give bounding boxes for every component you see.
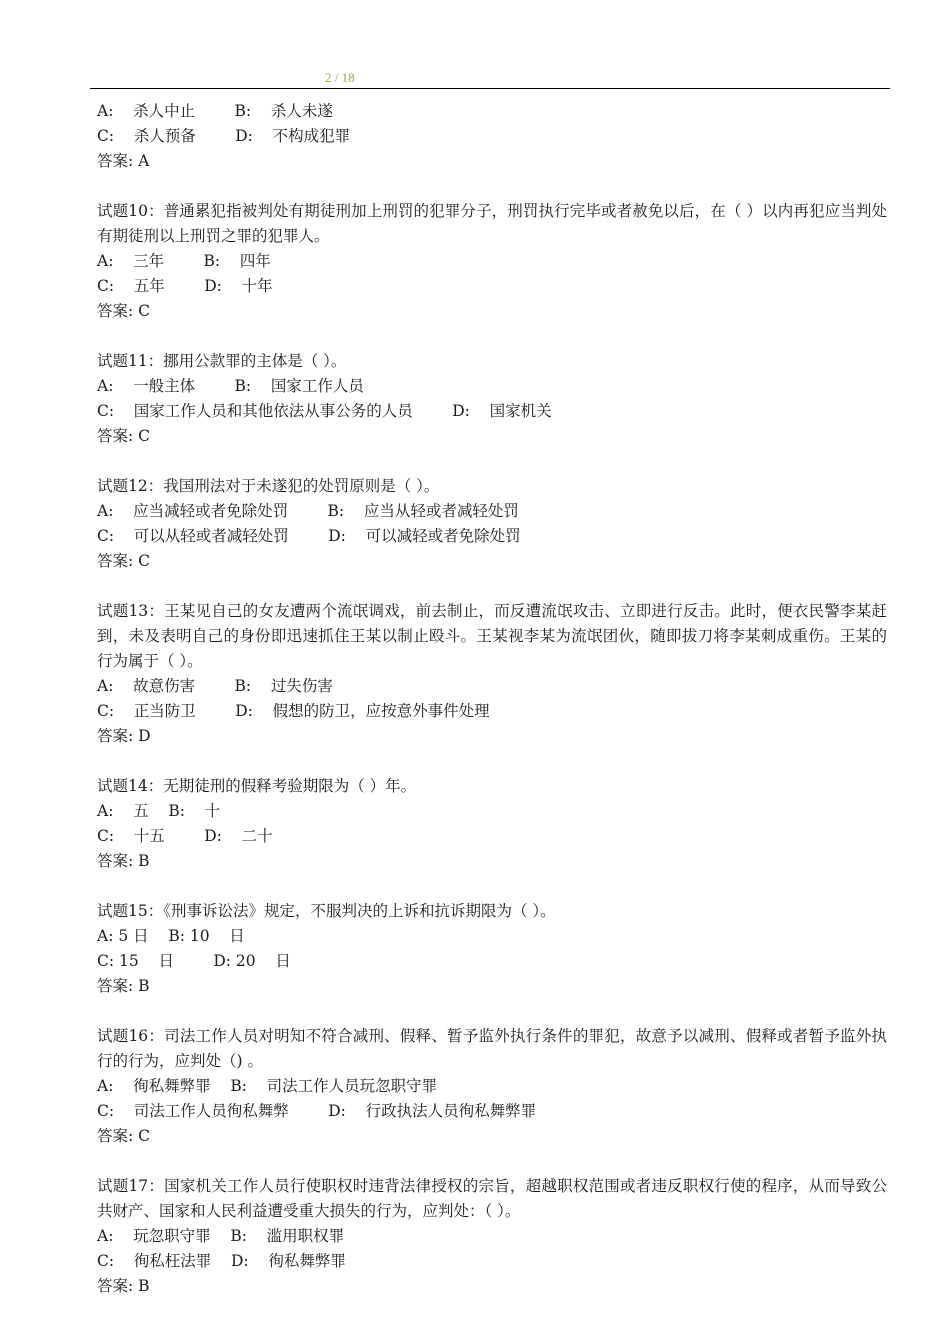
options-line: C: 15 日 D: 20 日 xyxy=(97,952,291,970)
question-12 xyxy=(97,474,887,574)
document-body xyxy=(97,99,887,1299)
question-11 xyxy=(97,349,887,449)
options-line: A: 应当减轻或者免除处罚 B: 应当从轻或者减轻处罚 xyxy=(97,502,519,520)
question-text: 试题14：无期徒刑的假释考验期限为（ ）年。 xyxy=(97,777,417,795)
options-line: C: 正当防卫 D: 假想的防卫，应按意外事件处理 xyxy=(97,702,490,720)
answer-line: 答案: B xyxy=(97,852,150,870)
page-header xyxy=(0,0,950,90)
question-text: 试题13：王某见自己的女友遭两个流氓调戏，前去制止，而反遭流氓攻击、立即进行反击。此时，便衣民警李某赶到，未及表明自己的身份即迅速抓住王某以制止殴斗。王某视李某为流氓团伙，随即拔刀将李某刺成重伤。王某的行为属于（ ）。 xyxy=(97,602,887,670)
options-line: A: 杀人中止 B: 杀人未遂 xyxy=(97,102,333,120)
options-line: C: 国家工作人员和其他依法从事公务的人员 D: 国家机关 xyxy=(97,402,552,420)
options-line: A: 徇私舞弊罪 B: 司法工作人员玩忽职守罪 xyxy=(97,1077,438,1095)
question-15 xyxy=(97,899,887,999)
options-line: C: 徇私枉法罪 D: 徇私舞弊罪 xyxy=(97,1252,346,1270)
spacer xyxy=(97,874,887,899)
question-14 xyxy=(97,774,887,874)
question-text: 试题10：普通累犯指被判处有期徒刑加上刑罚的犯罪分子，刑罚执行完毕或者赦免以后，在（ ）以内再犯应当判处有期徒刑以上刑罚之罪的犯罪人。 xyxy=(97,202,887,245)
options-line: C: 可以从轻或者减轻处罚 D: 可以减轻或者免除处罚 xyxy=(97,527,521,545)
header-divider xyxy=(90,88,890,89)
answer-line: 答案: C xyxy=(97,427,151,445)
question-text: 试题12：我国刑法对于未遂犯的处罚原则是（ ）。 xyxy=(97,477,440,495)
question-10 xyxy=(97,199,887,324)
question-text: 试题11：挪用公款罪的主体是（ ）。 xyxy=(97,352,347,370)
options-line: A: 5 日 B: 10 日 xyxy=(97,927,245,945)
page-number: 2 / 18 xyxy=(325,70,355,85)
spacer xyxy=(97,1149,887,1174)
options-line: A: 五 B: 十 xyxy=(97,802,221,820)
options-line: A: 故意伤害 B: 过失伤害 xyxy=(97,677,333,695)
answer-line: 答案: B xyxy=(97,977,150,995)
spacer xyxy=(97,574,887,599)
options-line: C: 杀人预备 D: 不构成犯罪 xyxy=(97,127,351,145)
question-17 xyxy=(97,1174,887,1299)
answer-line: 答案: D xyxy=(97,727,151,745)
question-text: 试题16：司法工作人员对明知不符合减刑、假释、暂予监外执行条件的罪犯，故意予以减刑、假释或者暂予监外执行的行为，应判处（) 。 xyxy=(97,1027,887,1070)
answer-line: 答案: C xyxy=(97,552,151,570)
spacer xyxy=(97,174,887,199)
answer-line: 答案: B xyxy=(97,1277,150,1295)
question-continuation xyxy=(97,99,887,174)
spacer xyxy=(97,324,887,349)
question-13 xyxy=(97,599,887,749)
options-line: A: 一般主体 B: 国家工作人员 xyxy=(97,377,364,395)
question-16 xyxy=(97,1024,887,1149)
spacer xyxy=(97,449,887,474)
options-line: A: 三年 B: 四年 xyxy=(97,252,271,270)
question-text: 试题17：国家机关工作人员行使职权时违背法律授权的宗旨，超越职权范围或者违反职权行使的程序，从而导致公共财产、国家和人民利益遭受重大损失的行为，应判处：（ ）。 xyxy=(97,1177,887,1220)
options-line: C: 十五 D: 二十 xyxy=(97,827,273,845)
question-text: 试题15：《刑事诉讼法》规定，不服判决的上诉和抗诉期限为（ ）。 xyxy=(97,902,556,920)
options-line: A: 玩忽职守罪 B: 滥用职权罪 xyxy=(97,1227,345,1245)
answer-line: 答案: C xyxy=(97,302,151,320)
answer-line: 答案: C xyxy=(97,1127,151,1145)
spacer xyxy=(97,999,887,1024)
options-line: C: 五年 D: 十年 xyxy=(97,277,273,295)
answer-line: 答案: A xyxy=(97,152,150,170)
spacer xyxy=(97,749,887,774)
options-line: C: 司法工作人员徇私舞弊 D: 行政执法人员徇私舞弊罪 xyxy=(97,1102,537,1120)
